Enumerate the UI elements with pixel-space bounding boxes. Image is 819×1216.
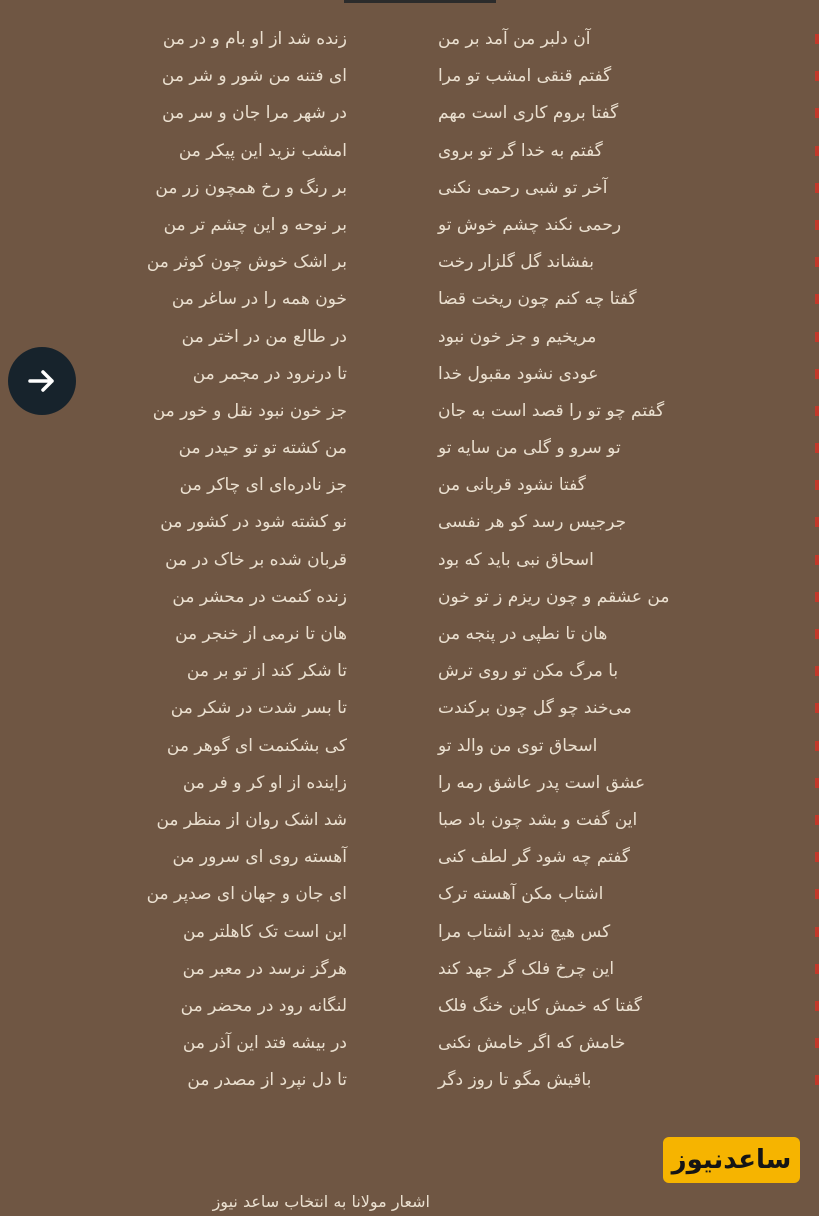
couplet-row (0, 207, 817, 244)
couplet-row (0, 504, 817, 541)
edge-accent-mark (815, 480, 819, 490)
second-hemistich: در طالع من در اختر من (181, 326, 347, 347)
edge-accent-mark (815, 71, 819, 81)
second-hemistich: در بیشه فتد این آذر من (182, 1033, 347, 1054)
first-hemistich: گفتم به خدا گر تو بروی (438, 140, 603, 161)
first-hemistich: من عشقم و چون ریزم ز تو خون (438, 586, 670, 607)
edge-accent-mark (815, 1075, 819, 1085)
second-hemistich: ای جان و جهان ای صدپر من (146, 884, 347, 905)
couplet-row (0, 988, 817, 1025)
first-hemistich: عودی نشود مقبول خدا (438, 363, 599, 384)
first-hemistich: گفتا چه کنم چون ریخت قضا (438, 289, 637, 310)
second-hemistich: من کشته تو تو حیدر من (178, 438, 347, 459)
edge-accent-mark (815, 108, 819, 118)
couplet-row (0, 765, 817, 802)
second-hemistich: زاینده از او کر و فر من (182, 772, 347, 793)
second-hemistich: در شهر مرا جان و سر من (162, 103, 347, 124)
next-button[interactable] (8, 347, 76, 415)
couplet-row (0, 133, 817, 170)
edge-accent-mark (815, 1038, 819, 1048)
poem-container (0, 21, 817, 1099)
second-hemistich: کی بشکنمت ای گوهر من (166, 735, 347, 756)
couplet-row (0, 690, 817, 727)
first-hemistich: با مرگ مکن تو روی ترش (438, 661, 619, 682)
edge-accent-mark (815, 555, 819, 565)
first-hemistich: گفتا نشود قربانی من (438, 475, 586, 496)
second-hemistich: تا دل نپرد از مصدر من (187, 1070, 347, 1091)
edge-accent-mark (815, 257, 819, 267)
edge-accent-mark (815, 369, 819, 379)
edge-accent-mark (815, 778, 819, 788)
first-hemistich: باقیش مگو تا روز دگر (438, 1070, 592, 1091)
couplet-row (0, 244, 817, 281)
couplet-row (0, 430, 817, 467)
second-hemistich: بر رنگ و رخ همچون زر من (155, 177, 347, 198)
first-hemistich: گفتا که خمش کاین خنگ فلک (438, 995, 643, 1016)
edge-accent-mark (815, 703, 819, 713)
first-hemistich: گفتم چه شود گر لطف کنی (438, 847, 630, 868)
couplet-row (0, 170, 817, 207)
edge-accent-mark (815, 815, 819, 825)
first-hemistich: مریخیم و جز خون نبود (438, 326, 597, 347)
second-hemistich: تا درنرود در مجمر من (192, 363, 347, 384)
couplet-row (0, 802, 817, 839)
couplet-row (0, 876, 817, 913)
first-hemistich: گفتم قنقی امشب تو مرا (438, 66, 612, 87)
couplet-row (0, 951, 817, 988)
edge-accent-mark (815, 666, 819, 676)
first-hemistich: جرجیس رسد کو هر نفسی (438, 512, 627, 533)
edge-accent-mark (815, 927, 819, 937)
second-hemistich: لنگانه رود در محضر من (180, 995, 347, 1016)
top-divider (344, 0, 496, 3)
couplet-row (0, 356, 817, 393)
edge-accent-mark (815, 889, 819, 899)
second-hemistich: هان تا نرمی از خنجر من (175, 624, 347, 644)
edge-accent-mark (815, 592, 819, 602)
edge-accent-mark (815, 443, 819, 453)
second-hemistich: نو کشته شود در کشور من (160, 512, 347, 533)
couplet-row (0, 21, 817, 58)
first-hemistich: خامش که اگر خامش نکنی (438, 1033, 626, 1054)
edge-accent-mark (815, 183, 819, 193)
first-hemistich: تو سرو و گلی من سایه تو (438, 438, 621, 459)
edge-accent-mark (815, 146, 819, 156)
edge-accent-mark (815, 852, 819, 862)
couplet-row (0, 728, 817, 765)
second-hemistich: آهسته روی ای سرور من (172, 847, 347, 868)
second-hemistich: شد اشک روان از منظر من (156, 809, 347, 830)
edge-accent-mark (815, 406, 819, 416)
couplet-row (0, 319, 817, 356)
second-hemistich: جز نادره‌ای ای چاکر من (179, 475, 347, 496)
first-hemistich: هان تا نطپی در پنجه من (438, 624, 608, 644)
second-hemistich: قربان شده بر خاک در من (165, 549, 347, 570)
first-hemistich: عشق است پدر عاشق رمه را (438, 772, 646, 793)
couplet-row (0, 616, 817, 653)
first-hemistich: گفتم چو تو را قصد است به جان (438, 400, 665, 421)
first-hemistich: کس هیچ ندید اشتاب مرا (438, 921, 611, 942)
footer-caption: اشعار مولانا به انتخاب ساعد نیوز (212, 1192, 430, 1211)
couplet-row (0, 95, 817, 132)
second-hemistich: تا شکر کند از تو بر من (186, 661, 347, 682)
arrow-right-icon (24, 363, 60, 399)
second-hemistich: هرگز نرسد در معبر من (182, 958, 347, 979)
second-hemistich: این است تک کاهلتر من (182, 921, 347, 942)
first-hemistich: رحمی نکند چشم خوش تو (438, 214, 622, 235)
second-hemistich: بر نوحه و این چشم تر من (163, 214, 347, 235)
couplet-row (0, 1062, 817, 1099)
first-hemistich: این چرخ فلک گر جهد کند (438, 958, 615, 979)
couplet-row (0, 393, 817, 430)
first-hemistich: گفتا بروم کاری است مهم (438, 103, 619, 124)
edge-accent-mark (815, 741, 819, 751)
edge-accent-mark (815, 220, 819, 230)
couplet-row (0, 1025, 817, 1062)
first-hemistich: می‌خند چو گل چون برکندت (438, 698, 632, 719)
second-hemistich: زنده کنمت در محشر من (172, 586, 347, 607)
couplet-row (0, 579, 817, 616)
edge-accent-mark (815, 294, 819, 304)
first-hemistich: این گفت و بشد چون باد صبا (438, 809, 638, 830)
first-hemistich: اشتاب مکن آهسته ترک (438, 884, 604, 905)
second-hemistich: امشب نزید این پیکر من (178, 140, 347, 161)
second-hemistich: خون همه را در ساغر من (171, 289, 347, 310)
edge-accent-mark (815, 332, 819, 342)
first-hemistich: بفشاند گل گلزار رخت (438, 252, 594, 273)
edge-accent-mark (815, 629, 819, 639)
couplet-row (0, 58, 817, 95)
first-hemistich: آن دلبر من آمد بر من (438, 29, 591, 49)
couplet-row (0, 914, 817, 951)
second-hemistich: ای فتنه من شور و شر من (161, 66, 347, 87)
saednews-logo[interactable]: ساعدنیوز (663, 1137, 800, 1183)
first-hemistich: آخر تو شبی رحمی نکنی (438, 177, 608, 198)
couplet-row (0, 839, 817, 876)
first-hemistich: اسحاق توی من والد تو (438, 735, 598, 756)
edge-accent-mark (815, 34, 819, 44)
second-hemistich: زنده شد از او بام و در من (162, 29, 347, 49)
edge-accent-mark (815, 1001, 819, 1011)
first-hemistich: اسحاق نبی باید که بود (438, 549, 594, 570)
couplet-row (0, 542, 817, 579)
couplet-row (0, 281, 817, 318)
edge-accent-mark (815, 964, 819, 974)
second-hemistich: تا بسر شدت در شکر من (170, 698, 347, 719)
edge-accent-mark (815, 517, 819, 527)
second-hemistich: جز خون نبود نقل و خور من (152, 400, 347, 421)
couplet-row (0, 653, 817, 690)
second-hemistich: بر اشک خوش چون کوثر من (146, 252, 347, 273)
couplet-row (0, 467, 817, 504)
